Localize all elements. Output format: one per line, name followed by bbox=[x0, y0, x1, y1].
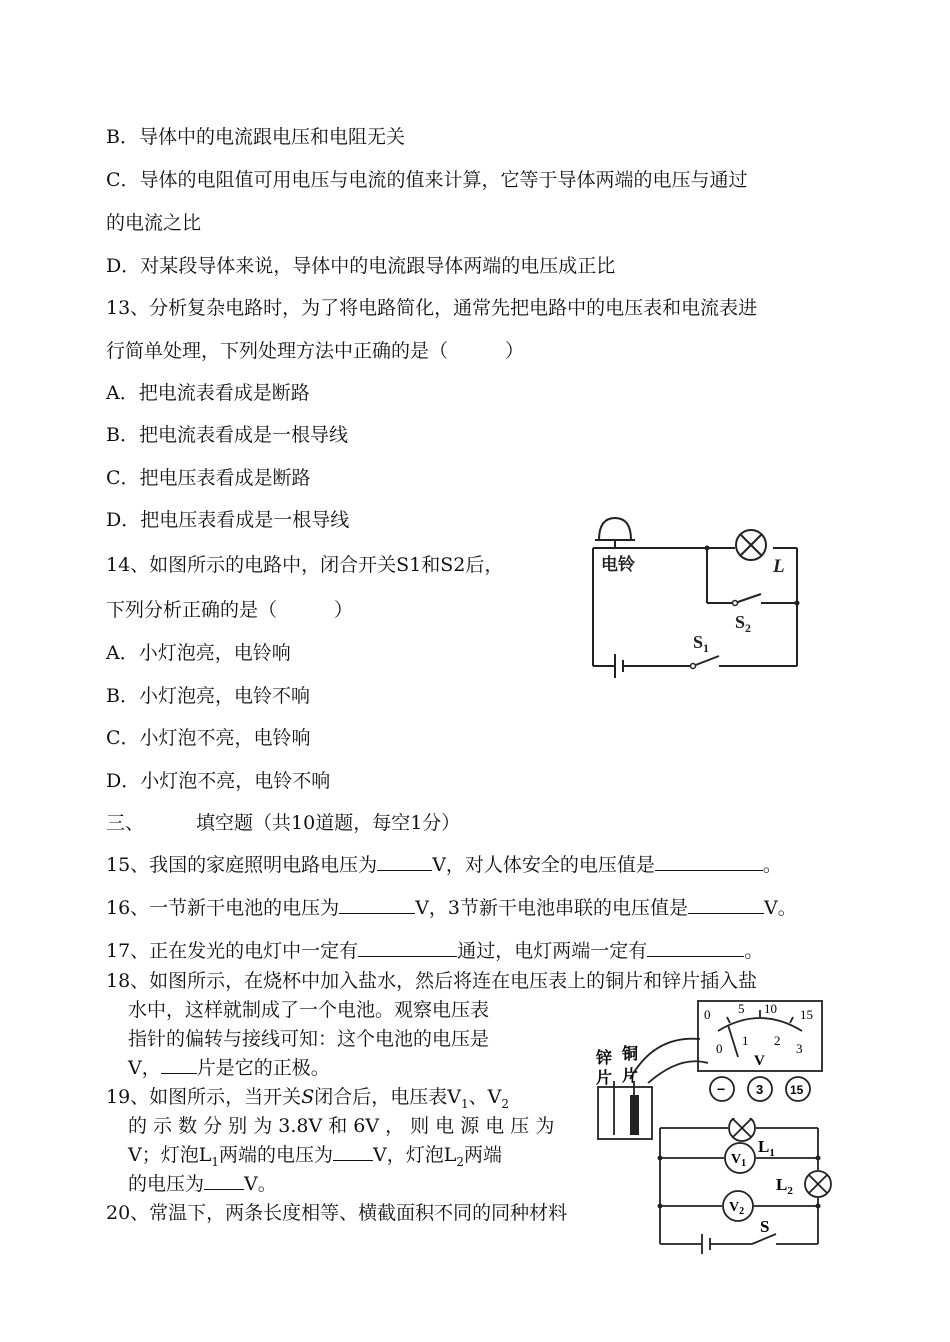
svg-text:L1 bbox=[758, 1137, 775, 1159]
q19-text-1c: 、V bbox=[468, 1086, 502, 1108]
scale-bottom-2: 2 bbox=[774, 1033, 781, 1048]
q19-l2-sub: 2 bbox=[456, 1154, 464, 1169]
q19-text-3a: V；灯泡L bbox=[128, 1144, 212, 1166]
q16-text-b: V，3节新干电池串联的电压值是 bbox=[415, 897, 688, 919]
section-3-heading bbox=[106, 810, 460, 836]
q19-l1-sub: 1 bbox=[211, 1154, 219, 1169]
voltmeter-unit: V bbox=[754, 1053, 765, 1069]
q12-option-b: B．导体中的电流跟电压和电阻无关 bbox=[106, 126, 405, 148]
v1-label-sub: 1 bbox=[741, 1158, 747, 1169]
q17-blank-2[interactable] bbox=[647, 938, 744, 957]
q18-text-b: 片是它的正极。 bbox=[196, 1057, 330, 1079]
copper-label-2: 片 bbox=[622, 1066, 639, 1085]
q18-line1: 18、如图所示，在烧杯中加入盐水，然后将连在电压表上的铜片和锌片插入盐 bbox=[106, 970, 758, 992]
q14-stem-line2: 下列分析正确的是（ ） bbox=[106, 599, 354, 621]
copper-label: 铜 bbox=[622, 1044, 639, 1063]
q16-text-c: V。 bbox=[764, 897, 797, 919]
q19-blank-2[interactable] bbox=[333, 1142, 373, 1161]
q13-option-b: B．把电流表看成是一根导线 bbox=[106, 424, 348, 446]
q19-circuit-diagram bbox=[640, 1118, 840, 1256]
zinc-label: 锌 bbox=[596, 1048, 613, 1067]
q13-option-a: A．把电流表看成是断路 bbox=[106, 382, 310, 404]
switch-s-label: S bbox=[760, 1217, 770, 1236]
q13-stem-line2: 行简单处理，下列处理方法中正确的是（ ） bbox=[106, 340, 525, 362]
bell-icon bbox=[599, 518, 631, 540]
l2-label: L bbox=[776, 1175, 788, 1194]
q19-text-3d: 两端 bbox=[463, 1144, 502, 1166]
scale-bottom-0: 0 bbox=[716, 1041, 723, 1056]
q14-option-d: D．小灯泡不亮，电铃不响 bbox=[106, 770, 331, 792]
bell-label: 电铃 bbox=[601, 555, 635, 575]
q14-option-b: B．小灯泡亮，电铃不响 bbox=[106, 685, 310, 707]
q15-blank-1[interactable] bbox=[377, 852, 432, 871]
svg-text:S1 bbox=[693, 632, 709, 655]
scale-bottom-1: 1 bbox=[742, 1033, 749, 1048]
scale-top-15: 15 bbox=[800, 1007, 813, 1022]
q16-line bbox=[106, 895, 797, 921]
q19-text-1a: 19、如图所示，当开关 bbox=[106, 1086, 302, 1108]
q12-option-d: D．对某段导体来说，导体中的电流跟导体两端的电压成正比 bbox=[106, 255, 616, 277]
q20-line1: 20、常温下，两条长度相等、横截面积不同的同种材料 bbox=[106, 1202, 568, 1224]
s1-label: S bbox=[693, 632, 704, 652]
q12-option-c-line2: 的电流之比 bbox=[106, 212, 202, 234]
scale-top-5: 5 bbox=[738, 1001, 745, 1016]
q14-stem-line1: 14、如图所示的电路中，闭合开关S1和S2后， bbox=[106, 554, 504, 576]
zinc-label-2: 片 bbox=[596, 1068, 613, 1087]
terminal-3-label: 3 bbox=[756, 1082, 764, 1097]
q16-blank-2[interactable] bbox=[688, 895, 764, 914]
scale-top-10: 10 bbox=[764, 1001, 777, 1016]
svg-text:L2 bbox=[776, 1175, 793, 1197]
v2-label-sub: 2 bbox=[739, 1206, 745, 1217]
q19-sub-2: 2 bbox=[501, 1096, 509, 1111]
svg-text:S2 bbox=[735, 612, 751, 635]
q18-text-a: V， bbox=[128, 1057, 161, 1079]
q14-option-a: A．小灯泡亮，电铃响 bbox=[106, 642, 291, 664]
terminal-neg-label: − bbox=[717, 1081, 726, 1097]
q19-sub-1: 1 bbox=[460, 1096, 469, 1111]
q19-switch-symbol: S bbox=[301, 1086, 315, 1108]
svg-text:V2 bbox=[729, 1200, 744, 1217]
q19-text-4b: V。 bbox=[244, 1173, 277, 1195]
s1-subscript: 1 bbox=[703, 641, 710, 655]
q19-line3 bbox=[128, 1142, 502, 1175]
q19-text-4a: 的电压为 bbox=[128, 1173, 205, 1195]
q14-option-c: C．小灯泡不亮，电铃响 bbox=[106, 727, 311, 749]
s2-label: S bbox=[735, 612, 746, 632]
q17-line bbox=[106, 938, 763, 964]
q17-text-c: 。 bbox=[744, 940, 764, 962]
q19-line2: 的 示 数 分 别 为 3.8V 和 6V ， 则 电 源 电 压 为 bbox=[128, 1115, 555, 1137]
q15-text-c: 。 bbox=[762, 854, 782, 876]
q19-blank-4[interactable] bbox=[204, 1171, 244, 1190]
section-3-number: 三、 bbox=[106, 812, 145, 834]
scale-bottom-3: 3 bbox=[796, 1041, 803, 1056]
l1-label: L bbox=[758, 1137, 770, 1156]
v2-label: V bbox=[729, 1200, 740, 1215]
q18-blank-2[interactable] bbox=[161, 1055, 197, 1074]
q19-text-3b: 两端的电压为 bbox=[218, 1144, 333, 1166]
q19-text-3c: V，灯泡L bbox=[373, 1144, 457, 1166]
l1-label-sub: 1 bbox=[769, 1147, 775, 1159]
q19-line4 bbox=[128, 1171, 277, 1197]
q19-line1 bbox=[106, 1084, 509, 1117]
q15-blank-2[interactable] bbox=[655, 852, 763, 871]
q12-option-c-line1: C．导体的电阻值可用电压与电流的值来计算，它等于导体两端的电压与通过 bbox=[106, 169, 748, 191]
q17-text-b: 通过，电灯两端一定有 bbox=[457, 940, 648, 962]
q16-blank-1[interactable] bbox=[339, 895, 415, 914]
q15-line bbox=[106, 852, 782, 878]
q17-blank-1[interactable] bbox=[358, 938, 457, 957]
q15-text-b: V，对人体安全的电压值是 bbox=[432, 854, 655, 876]
l2-label-sub: 2 bbox=[787, 1185, 793, 1197]
q13-stem-line1: 13、分析复杂电路时，为了将电路简化，通常先把电路中的电压表和电流表进 bbox=[106, 297, 758, 319]
q13-option-c: C．把电压表看成是断路 bbox=[106, 467, 311, 489]
q15-text-a: 15、我国的家庭照明电路电压为 bbox=[106, 854, 378, 876]
q14-circuit-diagram bbox=[585, 510, 810, 690]
terminal-15-label: 15 bbox=[790, 1083, 804, 1097]
svg-text:V1 bbox=[731, 1152, 746, 1169]
q18-line3: 指针的偏转与接线可知：这个电池的电压是 bbox=[128, 1028, 490, 1050]
q19-text-1b: 闭合后，电压表V bbox=[314, 1086, 461, 1108]
q18-line2: 水中，这样就制成了一个电池。观察电压表 bbox=[128, 999, 490, 1021]
q17-text-a: 17、正在发光的电灯中一定有 bbox=[106, 940, 359, 962]
scale-top-0: 0 bbox=[704, 1007, 711, 1022]
q13-option-d: D．把电压表看成是一根导线 bbox=[106, 509, 350, 531]
section-3-title: 填空题（共10道题，每空1分） bbox=[196, 812, 461, 834]
q16-text-a: 16、一节新干电池的电压为 bbox=[106, 897, 340, 919]
s2-subscript: 2 bbox=[745, 621, 752, 635]
lamp-label: L bbox=[773, 556, 785, 577]
v1-label: V bbox=[731, 1152, 742, 1167]
q18-line4 bbox=[128, 1055, 330, 1081]
lamp-l1-icon bbox=[729, 1118, 755, 1141]
